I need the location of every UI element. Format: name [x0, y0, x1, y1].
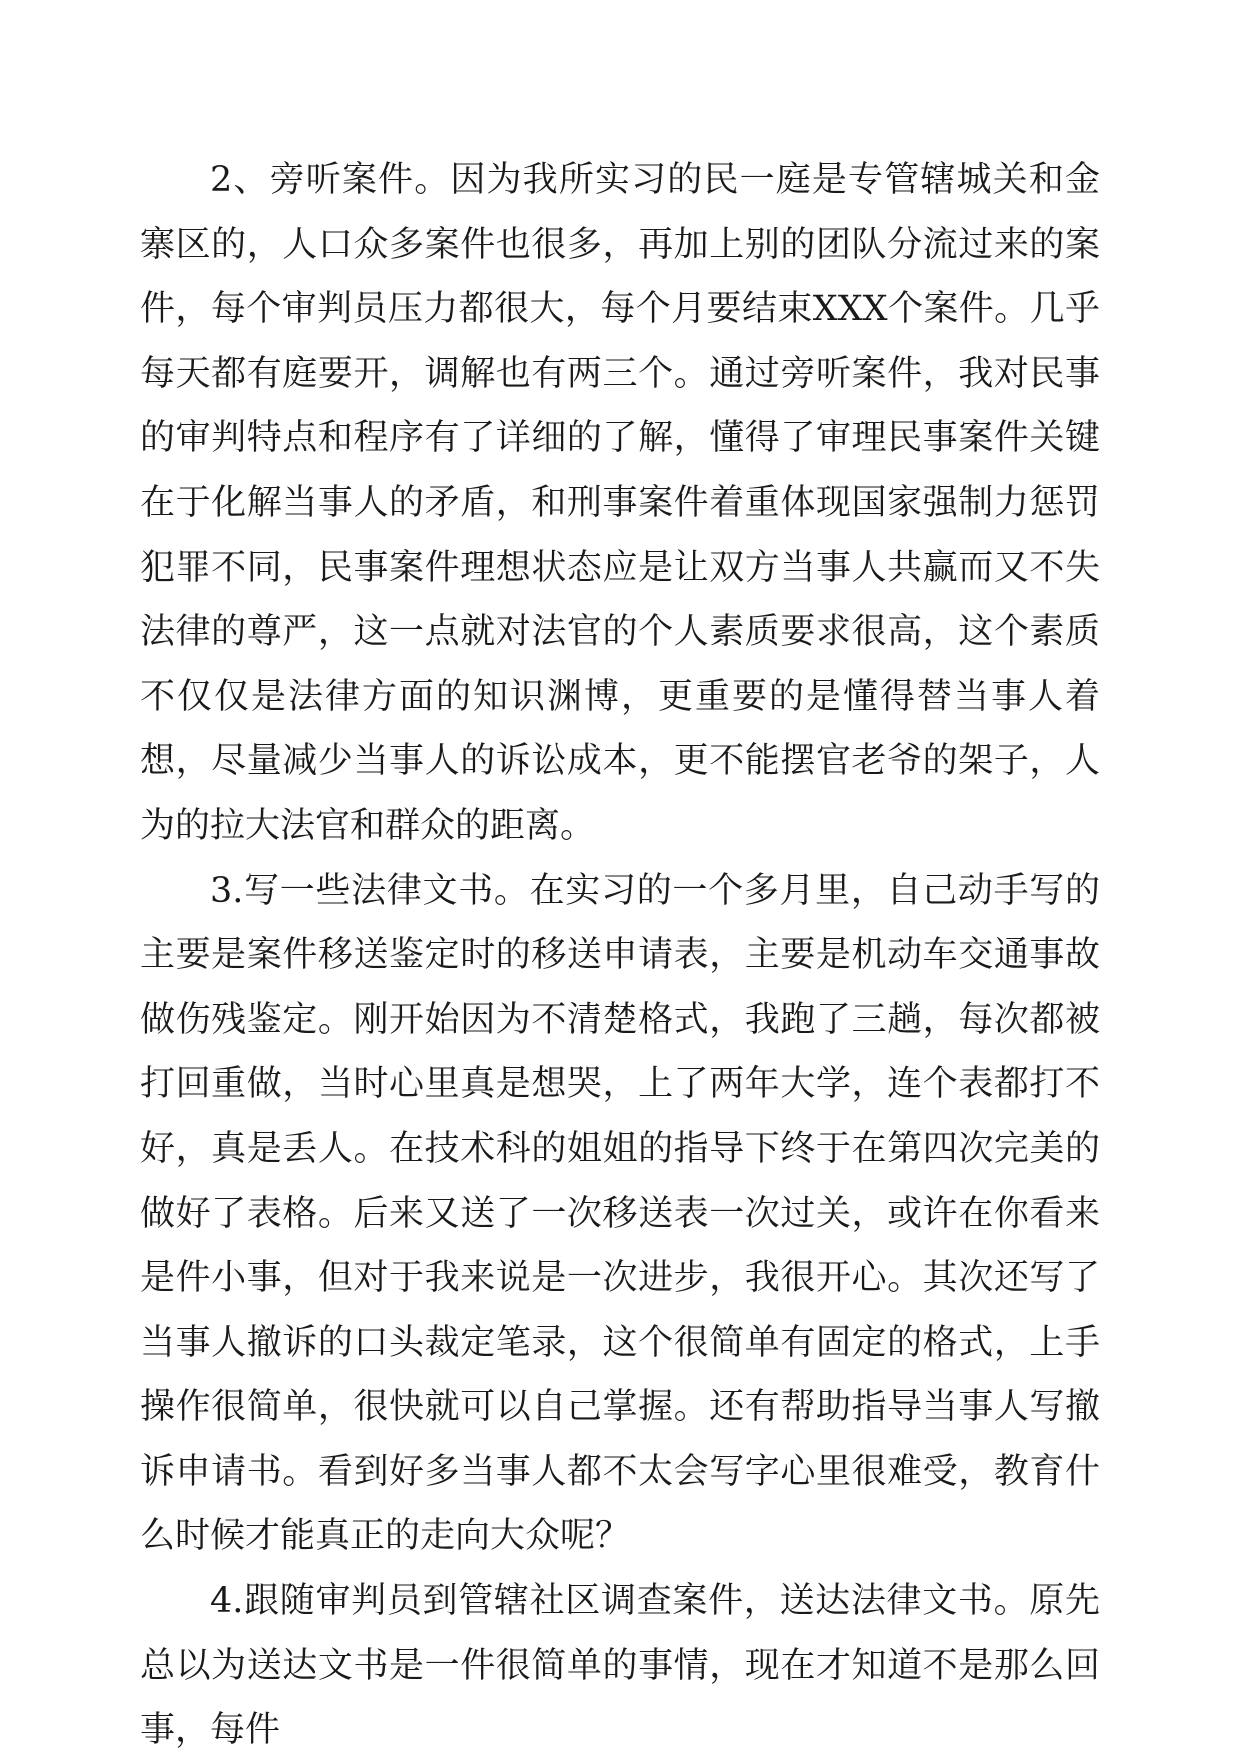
paragraph-4-community-investigation: 4.跟随审判员到管辖社区调查案件，送达法律文书。原先总以为送达文书是一件很简单的事情，现在才知道不是那么回事，每件	[140, 1581, 1100, 1751]
paragraph-2-court-observation: 2、旁听案件。因为我所实习的民一庭是专管辖城关和金寨区的，人口众多案件也很多，再加上别的团队分流过来的案件，每个审判员压力都很大，每个月要结束XXX个案件。几乎每天都有庭要开，调解也有两三个。通过旁听案件，我对民事的审判特点和程序有了详细的了解，懂得了审理民事案件关键在于化解当事人的矛盾，和刑事案件着重体现国家强制力惩罚犯罪不同，民事案件理想状态应是让双方当事人共赢而又不失法律的尊严，这一点就对法官的个人素质要求很高，这个素质不仅仅是法律方面的知识渊博，更重要的是懂得替当事人着想，尽量减少当事人的诉讼成本，更不能摆官老爷的架子，人为的拉大法官和群众的距离。	[140, 160, 1100, 846]
document-body	[140, 148, 1100, 1763]
paragraph-3-legal-documents: 3.写一些法律文书。在实习的一个多月里，自己动手写的主要是案件移送鉴定时的移送申请表，主要是机动车交通事故做伤残鉴定。刚开始因为不清楚格式，我跑了三趟，每次都被打回重做，当时心里真是想哭，上了两年大学，连个表都打不好，真是丢人。在技术科的姐姐的指导下终于在第四次完美的做好了表格。后来又送了一次移送表一次过关，或许在你看来是件小事，但对于我来说是一次进步，我很开心。其次还写了当事人撤诉的口头裁定笔录，这个很简单有固定的格式，上手操作很简单，很快就可以自己掌握。还有帮助指导当事人写撤诉申请书。看到好多当事人都不太会写字心里很难受，教育什么时候才能真正的走向大众呢？	[140, 870, 1100, 1557]
